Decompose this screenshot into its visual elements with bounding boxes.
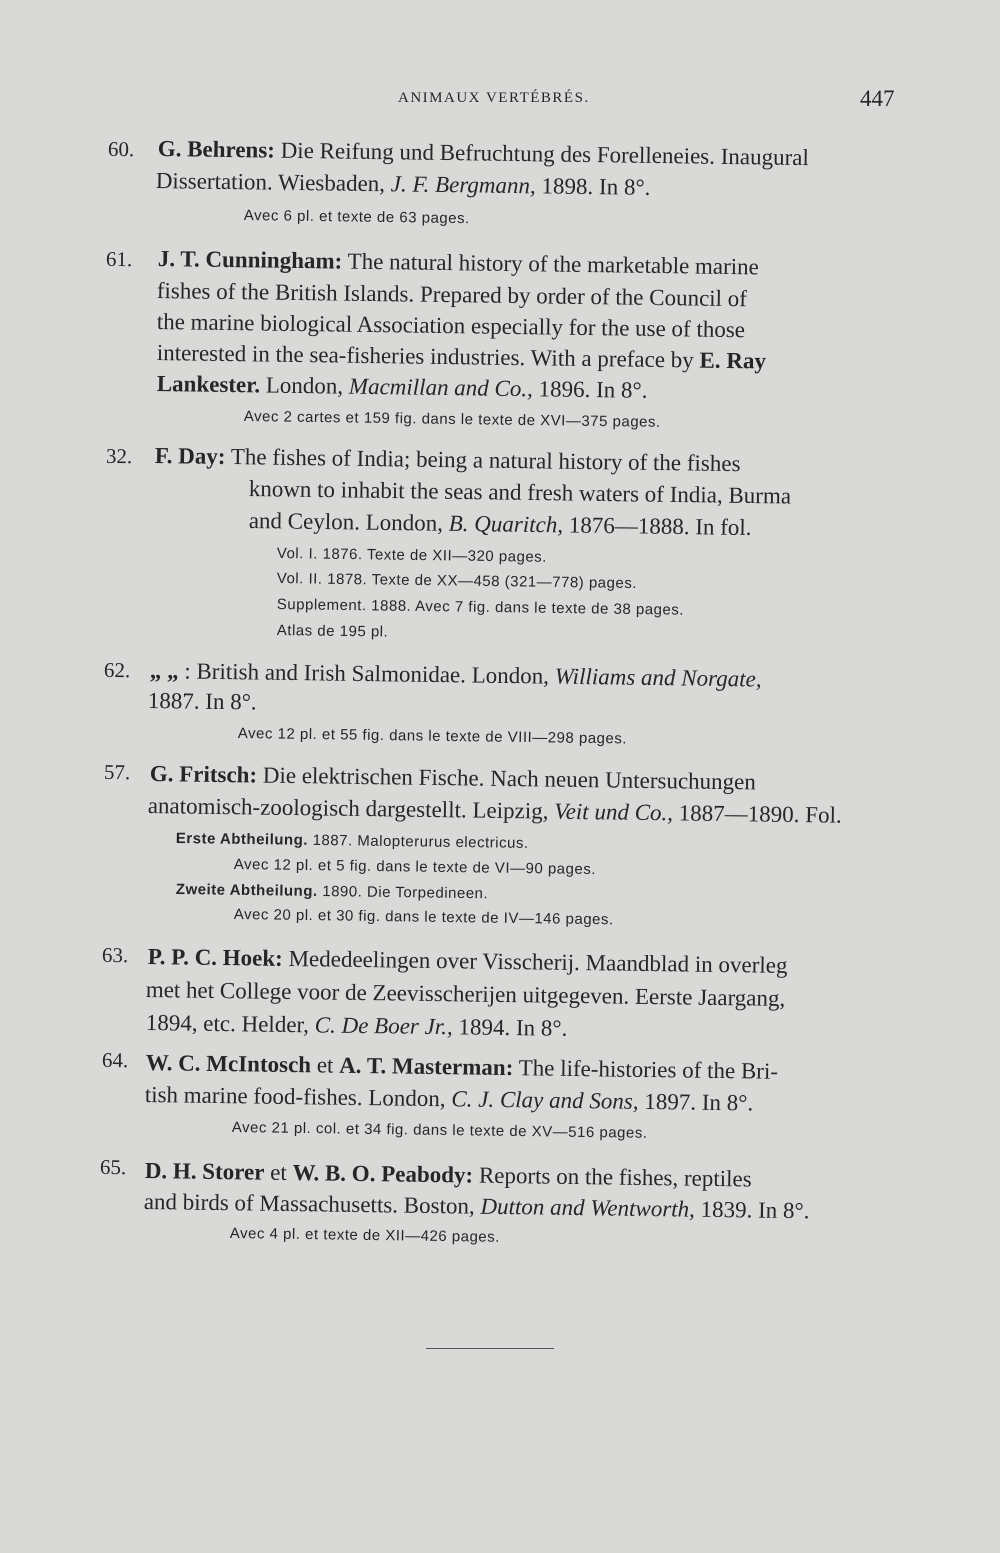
ditto-marks: „ „ xyxy=(149,657,179,684)
entry-note: Avec 2 cartes et 159 fig. dans le texte de XVI—375 pages. xyxy=(243,407,661,431)
title-text: interested in the sea-fisheries industries. With a preface by xyxy=(156,339,694,373)
title-text: tish marine food-fishes. London, xyxy=(144,1081,446,1112)
title-text: 1894, etc. Helder, xyxy=(145,1009,310,1038)
imprint: 1896. In 8°. xyxy=(538,376,648,403)
entry-note: Avec 12 pl. et 55 fig. dans le texte de VIII—298 pages. xyxy=(237,724,628,748)
author: P. P. C. Hoek: xyxy=(147,943,284,971)
author: A. T. Masterman: xyxy=(338,1052,514,1081)
author: G. Fritsch: xyxy=(149,760,258,788)
title-text: Die Reifung und Befruchtung des Forelleneies. Inaugural xyxy=(280,137,810,171)
publisher: Dutton and Wentworth, xyxy=(480,1193,696,1222)
entry-note: Vol. II. 1878. Texte de XX—458 (321—778) pages. xyxy=(276,569,638,593)
title-text: and Ceylon. London, xyxy=(248,507,444,536)
entry-line: known to inhabit the seas and fresh waters of India, Burma xyxy=(248,475,792,509)
running-title: ANIMAUX VERTÉBRÉS. xyxy=(398,90,590,106)
page-header xyxy=(0,86,1000,116)
entry-number: 65. xyxy=(99,1154,127,1180)
title-text: The natural history of the marketable marine xyxy=(347,248,760,280)
entry-note xyxy=(176,828,529,855)
imprint: 1887—1890. Fol. xyxy=(678,800,842,828)
entry-number: 61. xyxy=(105,246,133,272)
imprint: 1839. In 8°. xyxy=(700,1196,810,1224)
entry-note xyxy=(176,879,489,905)
entry-note: Avec 4 pl. et texte de XII—426 pages. xyxy=(229,1224,501,1246)
publisher: Williams and Norgate, xyxy=(554,663,762,692)
author: W. C. McIntosch xyxy=(145,1049,312,1078)
title-text: anatomisch-zoologisch dargestellt. Leipzig, xyxy=(147,792,549,824)
entry-line xyxy=(249,506,752,543)
publisher: C. J. Clay and Sons, xyxy=(451,1086,639,1114)
entry-note: Supplement. 1888. Avec 7 fig. dans le texte de 38 pages. xyxy=(276,595,685,619)
entry-line xyxy=(146,1008,568,1044)
entry-number: 64. xyxy=(101,1047,129,1073)
entry-note: Avec 6 pl. et texte de 63 pages. xyxy=(243,206,470,228)
title-text: Reports on the fishes, reptiles xyxy=(478,1162,752,1192)
entry-line xyxy=(145,1080,754,1118)
entry-note: Avec 12 pl. et 5 fig. dans le texte de VI—90 pages. xyxy=(233,855,597,879)
publisher: J. F. Bergmann, xyxy=(390,171,536,199)
imprint: 1876—1888. In fol. xyxy=(568,512,752,541)
title-text: : British and Irish Salmonidae. London, xyxy=(184,658,550,689)
part-text: 1890. Die Torpedineen. xyxy=(322,883,489,903)
imprint: 1894. In 8°. xyxy=(458,1014,568,1041)
closing-rule xyxy=(426,1348,554,1349)
imprint: London, xyxy=(265,372,344,399)
part-text: 1887. Malopterurus electricus. xyxy=(312,831,529,852)
entry-line: the marine biological Association especially for the use of those xyxy=(156,308,746,343)
entry-note: Avec 20 pl. et 30 fig. dans le texte de IV—146 pages. xyxy=(233,905,614,929)
part-label: Zweite Abtheilung. xyxy=(175,880,318,900)
imprint: 1898. In 8°. xyxy=(541,173,651,200)
publisher: Veit und Co., xyxy=(554,798,674,826)
title-text: The life-histories of the Bri- xyxy=(518,1055,779,1084)
entry-number: 32. xyxy=(105,443,133,469)
author: G. Behrens: xyxy=(157,135,276,163)
entry-note: Avec 21 pl. col. et 34 fig. dans le texte de XV—516 pages. xyxy=(231,1118,648,1142)
entry-line: 1887. In 8°. xyxy=(147,687,257,715)
conjunction: et xyxy=(316,1052,334,1078)
entry-line xyxy=(155,441,741,479)
page-number: 447 xyxy=(860,86,895,111)
imprint: 1897. In 8°. xyxy=(644,1088,754,1116)
entry-note: Atlas de 195 pl. xyxy=(276,621,389,641)
title-text: Dissertation. Wiesbaden, xyxy=(155,167,386,197)
part-label: Erste Abtheilung. xyxy=(175,829,309,849)
preface-author: E. Ray xyxy=(699,347,767,374)
author: J. T. Cunningham: xyxy=(157,245,343,274)
title-text: and birds of Massachusetts. Boston, xyxy=(143,1188,475,1219)
author: F. Day: xyxy=(154,442,226,469)
author: D. H. Storer xyxy=(144,1157,265,1185)
title-text: Mededeelingen over Visscherij. Maandblad in overleg xyxy=(288,945,788,978)
entry-line: fishes of the British Islands. Prepared by order of the Council of xyxy=(156,277,748,312)
entry-line xyxy=(148,942,788,981)
author: W. B. O. Peabody: xyxy=(292,1160,474,1188)
publisher: C. De Boer Jr., xyxy=(314,1012,453,1040)
entry-number: 60. xyxy=(107,136,135,162)
title-text: The fishes of India; being a natural history of the fishes xyxy=(230,444,741,477)
conjunction: et xyxy=(270,1159,287,1185)
entry-number: 63. xyxy=(101,942,129,968)
entry-number: 62. xyxy=(103,657,131,683)
entry-number: 57. xyxy=(103,759,131,785)
entry-line: met het College voor de Zeevisscherijen uitgegeven. Eerste Jaargang, xyxy=(145,976,786,1011)
title-text: Die elektrischen Fische. Nach neuen Untersuchungen xyxy=(262,762,757,795)
publisher: B. Quaritch, xyxy=(448,510,564,538)
entry-line xyxy=(157,369,648,406)
preface-author: Lankester. xyxy=(156,370,261,398)
publisher: Macmillan and Co., xyxy=(348,373,534,402)
entry-note: Vol. I. 1876. Texte de XII—320 pages. xyxy=(276,544,548,566)
entry-line xyxy=(156,166,651,203)
